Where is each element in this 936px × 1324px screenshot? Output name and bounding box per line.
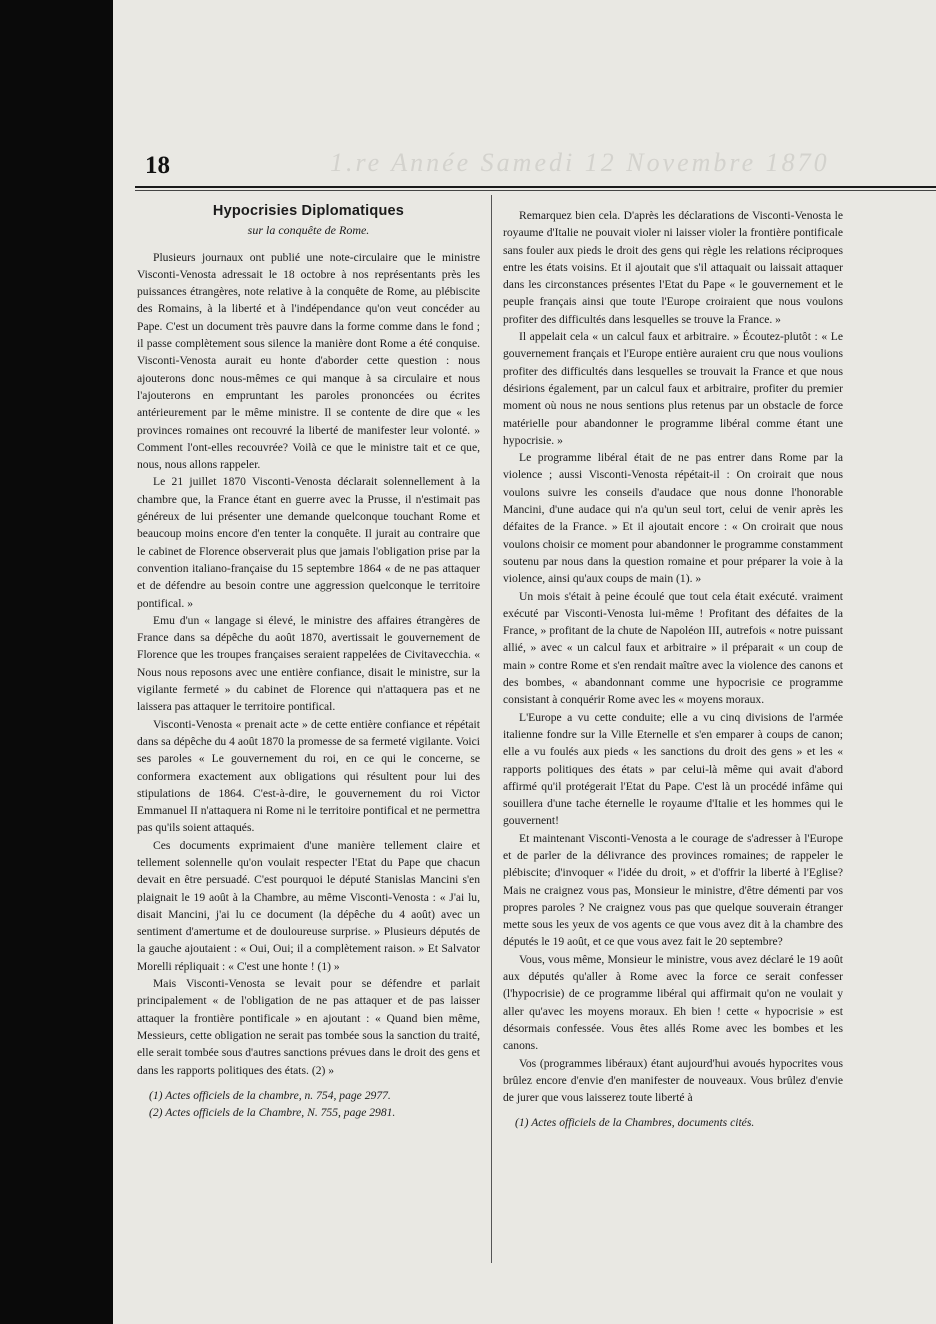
- paragraph: Visconti-Venosta « prenait acte » de cette entière confiance et répétait dans sa dépêche du 4 août 1870 la promesse de sa fermeté vigilante. Voici ses paroles « Le gouvernement du roi, en ce qui le concerne, se conformera exactement aux obligations qui résultent pour lui des stipulations de 1864. C'est-à-dire, le gouvernement du roi Victor Emmanuel II n'attaquera ni Rome ni le territoire pontifical et ne permettra pas qu'ils soient attaqués.: [137, 717, 481, 835]
- paragraph: Ces documents exprimaient d'une manière tellement claire et tellement solennelle qu'on voulait respecter l'Etat du Pape que chacun devait en être persuadé. C'est pourquoi le député Stanislas Mancini s'en plaignait le 19 août à la Chambre, au même Visconti-Venosta : « J'ai lu, disait Mancini, j'ai lu ce document (la dépêche du 4 août) avec un sentiment d'amertume et de douloureuse surprise. » Plusieurs députés de la gauche ajoutaient : « Oui, Oui; il a complètement raison. » Et Salvator Morelli répliquait : « C'est une honte ! (1) »: [137, 838, 480, 973]
- paragraph: Emu d'un « langage si élevé, le ministre des affaires étrangères de France dans sa dépêche du août 1870, avertissait le gouvernement de Florence que les troupes françaises seraient rappelées de Civitavecchia. « Nous nous reposons avec une entière confiance, disait le ministre, sur la vigilante fermeté » du cabinet de Florence qui n'attaquera pas et ne laissera pas attaquer le territoire pontifical.: [137, 613, 480, 714]
- paragraph: Mais Visconti-Venosta se levait pour se défendre et parlait principalement « de l'obligation de ne pas attaquer et de pas laisser attaquer la frontière pontificale » en ajoutant : « Quand bien même, Messieurs, cette obligation ne serait pas tombée sous la sanction du traité, elle serait tombée sous d'autres sanctions prévues dans le droit des gens et dans les rapports politiques des états. (2) »: [137, 977, 480, 1077]
- paragraph: Le 21 juillet 1870 Visconti-Venosta déclarait solennellement à la chambre que, la France étant en guerre avec la Prusse, il n'estimait pas généreux de lui présenter une demande quelconque touchant Rome et beaucoup moins encore d'en tenter la conquête. Il jurait au contraire que le cabinet de Florence observerait plus que jamais l'obligation prise par la convention italiano-française du 15 septembre 1864 « de ne pas attaquer et de défendre au besoin contre une aggression quelconque le territoire pontifical. »: [137, 475, 480, 610]
- paragraph: L'Europe a vu cette conduite; elle a vu cinq divisions de l'armée italienne fondre sur la Ville Eternelle et s'en emparer à coups de canon; elle a vu foulés aux pieds « les sanctions du droit des gens » et les « rapports politiques des états » par celui-là même qui avait d'abord affirmé qu'il protégerait l'Etat du Pape. C'est là un procédé infâme qui souillera d'une tache éternelle le royaume d'Italie et les hommes qui le gouvernent!: [503, 710, 843, 828]
- paragraph: Et maintenant Visconti-Venosta a le courage de s'adresser à l'Europe et de parler de la délivrance des provinces romaines; de rappeler le plébiscite; d'invoquer « l'idée du droit, » et d'offrir la liberté à l'Eglise? Mais ne craignez vous pas, Monsieur le ministre, d'être démenti par vos propres paroles ? Ne craignez vous pas que quelque souverain étranger mette sous les yeux de vos agents ce que vous avez dit à la chambre des députés le 19 août, et ce que vous avez fait le 20 septembre?: [503, 831, 843, 949]
- paragraph: Vos (programmes libéraux) étant aujourd'hui avoués hypocrites vous brûlez encore d'envie d'en manifester de nouveaux. Vous brûlez d'envie de jurer que vous laisserez toute liberté à: [503, 1056, 843, 1105]
- right-column: [503, 207, 843, 1131]
- article-subtitle: sur la conquête de Rome.: [247, 223, 370, 238]
- column-divider: [491, 195, 492, 1263]
- paragraph: Vous, vous même, Monsieur le ministre, vous avez déclaré le 19 août aux députés qu'aller à Rome avec la force ce serait confesser (l'hypocrisie) de ce programme libéral qui affirmait qu'on ne voulait y aller qu'avec les moyens moraux. Eh bien ! cette « hypocrisie » est désormais confessée. Vous êtes allés Rome avec les bombes et les canons.: [503, 952, 843, 1053]
- paragraph: Un mois s'était à peine écoulé que tout cela était exécuté. vraiment exécuté par Visconti-Venosta lui-même ! Profitant des défaites de la France, » profitant de la chute de Napoléon III, autrefois « notre puissant allié, » avec « un calcul faux et arbitraire » il préparait « un coup de main » contre Rome et s'en rendait maître avec la violence des canons et des bombes, « abandonnant comme une hypocrisie ce programme consistant à conquérir Rome avec les « moyens moraux.: [503, 589, 843, 707]
- paragraph: Plusieurs journaux ont publié une note-circulaire que le ministre Visconti-Venosta adressait le 18 octobre à nos représentants près les puissances étrangères, note relative à la conquête de Rome, au plébiscite des Romains, à la liberté et à l'indépendance qu'on veut concéder au Pape. C'est un document très pauvre dans la forme comme dans le fond ; il passe complètement sous silence la manière dont Rome a été conquise. Visconti-Venosta aurait eu honte d'aborder cette question : nous ajouterons donc nous-mêmes ce qui manque à sa circulaire et nous l'ajouterons en empruntant les paroles prononcées ou écrites antérieurement par le même ministre. Il se contente de dire que « les provinces romaines ont recouvré la liberté de manifester leur volonté. » Comment l'ont-elles recouvrée? Voilà ce que le ministre tait et ce que, nous, nous allons rappeler.: [137, 250, 480, 472]
- header-rule: [135, 186, 936, 188]
- faded-running-head: 1.re Année Samedi 12 Novembre 1870: [330, 148, 830, 177]
- left-column: [137, 200, 480, 1121]
- paragraph: Remarquez bien cela. D'après les déclarations de Visconti-Venosta le royaume d'Italie ne pouvait violer ni laisser violer la frontière pontificale sans fouler aux pieds le droit des gens qui règle les relations réciproques entre les états voisins. Et il ajoutait que s'il attaquait ou laissait attaquer dans les circonstances présentes l'Etat du Pape « le gouvernement et le peuple français ainsi que toute l'Europe croiraient que nous voulons profiter des difficultés dans lesquelles se trouve la France. »: [503, 209, 843, 326]
- article-title: Hypocrisies Diplomatiques: [212, 203, 405, 219]
- footnote: (2) Actes officiels de la Chambre, N. 755, page 2981.: [149, 1105, 396, 1119]
- paragraph: Le programme libéral était de ne pas entrer dans Rome par la violence ; aussi Visconti-Venosta répétait-il : On croirait que nous voulons suivre les conseils d'audace que nous donne l'honorable Mancini, d'une audace qui n'a qu'un seul tort, celui de venir après les défaites de la France. » Et il ajoutait encore : « On croirait que nous voulons choisir ce moment pour abandonner le programme constamment soutenu par nous dans la question romaine et pour préparer la voie à la violence, ainsi qu'aux coups de main (1). »: [503, 451, 843, 586]
- paragraph: Il appelait cela « un calcul faux et arbitraire. » Écoutez-plutôt : « Le gouvernement français et l'Europe entière auraient cru que nous voulions profiter des difficultés dans lesquelles se trouvait la France et que nous désirions également, par un calcul faux et arbitraire, profiter du premier moment où nous ne nous sentions plus retenus par un obstacle de force matérielle pour abandonner le programme libéral comme étant une hypocrisie. »: [503, 330, 843, 447]
- header-rule-thin: [135, 190, 936, 191]
- left-footnotes: [137, 1087, 480, 1121]
- footnote: (1) Actes officiels de la Chambres, documents cités.: [515, 1116, 755, 1130]
- page-number: 18: [145, 152, 170, 179]
- right-footnotes: [503, 1114, 843, 1131]
- footnote: (1) Actes officiels de la chambre, n. 754, page 2977.: [149, 1088, 391, 1102]
